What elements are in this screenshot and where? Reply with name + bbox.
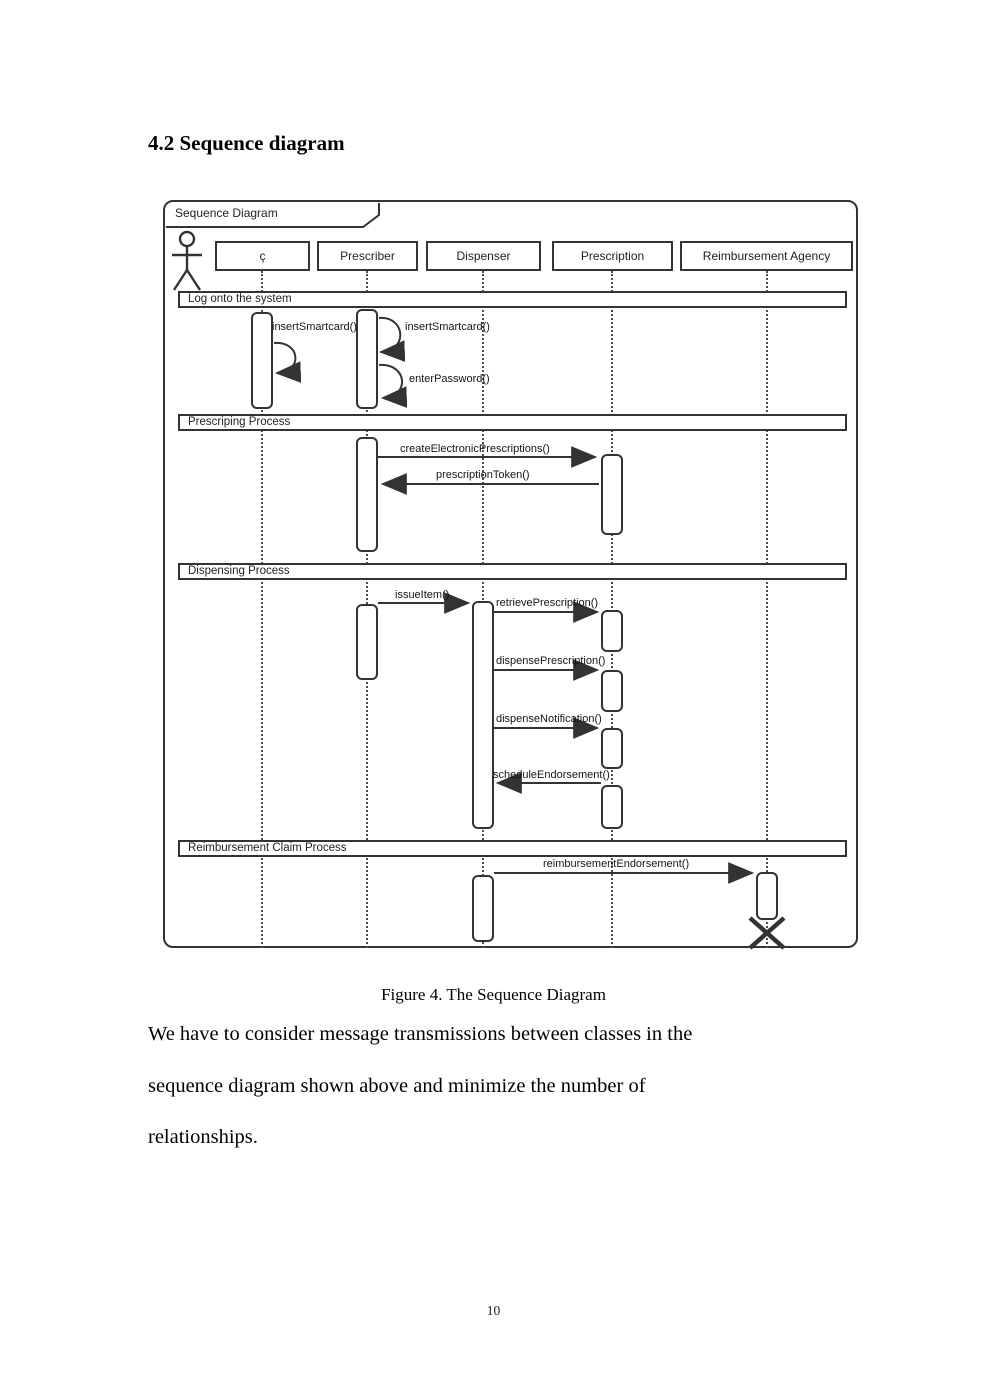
activation-dispenser-dispensing (472, 601, 494, 829)
lifeline-head-prescription-label: Prescription (580, 249, 645, 263)
self-message-arc-insert-smartcard-patient (274, 343, 295, 373)
lifeline-head-prescription (552, 241, 673, 271)
figure-caption: Figure 4. The Sequence Diagram (381, 985, 606, 1004)
lifeline-head-dispenser-label: Dispenser (456, 249, 511, 263)
activation-prescription-dispense (601, 670, 623, 712)
section-reimbursement-claim-process: Reimbursement Claim Process (178, 840, 847, 857)
message-schedule-endorsement: scheduleEndorsement() (493, 769, 610, 781)
section-heading: 4.2 Sequence diagram (148, 131, 345, 155)
message-insert-smartcard-prescriber: insertSmartcard() (405, 321, 490, 333)
message-retrieve-prescription: retrievePrescription() (496, 597, 599, 609)
section-log-onto-system: Log onto the system (178, 291, 847, 308)
message-create-electronic-prescriptions: createElectronicPrescriptions() (400, 443, 550, 455)
activation-prescription-retrieve (601, 610, 623, 652)
section-prescribing-process: Prescriping Process (178, 414, 847, 431)
page-number: 10 (486, 1303, 501, 1318)
self-message-arc-enter-password (379, 365, 402, 398)
lifeline-head-patient (215, 241, 310, 271)
lifeline-head-patient-label: ç (259, 249, 266, 263)
self-message-arc-insert-smartcard-prescriber (379, 318, 400, 352)
message-issue-item: issueItem() (395, 589, 450, 601)
lifeline-head-dispenser (426, 241, 541, 271)
activation-patient-login (251, 312, 273, 409)
paragraph-line-2: sequence diagram shown above and minimize the number of (148, 1075, 646, 1097)
sequence-diagram-frame (163, 200, 858, 948)
message-prescription-token: prescriptionToken() (436, 469, 530, 481)
lifeline-head-reimbursement-agency (680, 241, 853, 271)
message-reimbursement-endorsement: reimbursementEndorsement() (543, 858, 690, 870)
activation-prescription-notify (601, 728, 623, 769)
message-insert-smartcard-patient: insertSmartcard() (272, 321, 357, 333)
activation-dispenser-reimbursement (472, 875, 494, 942)
activation-prescriber-prescribing (356, 437, 378, 552)
message-dispense-notification: dispenseNotification() (496, 713, 602, 725)
activation-prescriber-dispensing (356, 604, 378, 680)
paragraph-line-1: We have to consider message transmissions between classes in the (148, 1023, 693, 1045)
lifeline-head-prescriber (317, 241, 418, 271)
section-dispensing-process: Dispensing Process (178, 563, 847, 580)
activation-agency-reimbursement (756, 872, 778, 920)
activation-prescriber-login (356, 309, 378, 409)
activation-prescription-schedule (601, 785, 623, 829)
lifeline-head-prescriber-label: Prescriber (340, 249, 395, 263)
activation-prescription-prescribing (601, 454, 623, 535)
diagram-title: Sequence Diagram (175, 206, 278, 220)
actor-icon (172, 232, 202, 290)
message-dispense-prescription: dispensePrescription() (496, 655, 606, 667)
paragraph-line-3: relationships. (148, 1126, 258, 1148)
message-enter-password: enterPassword() (409, 373, 490, 385)
lifeline-head-reimbursement-agency-label: Reimbursement Agency (702, 249, 831, 263)
